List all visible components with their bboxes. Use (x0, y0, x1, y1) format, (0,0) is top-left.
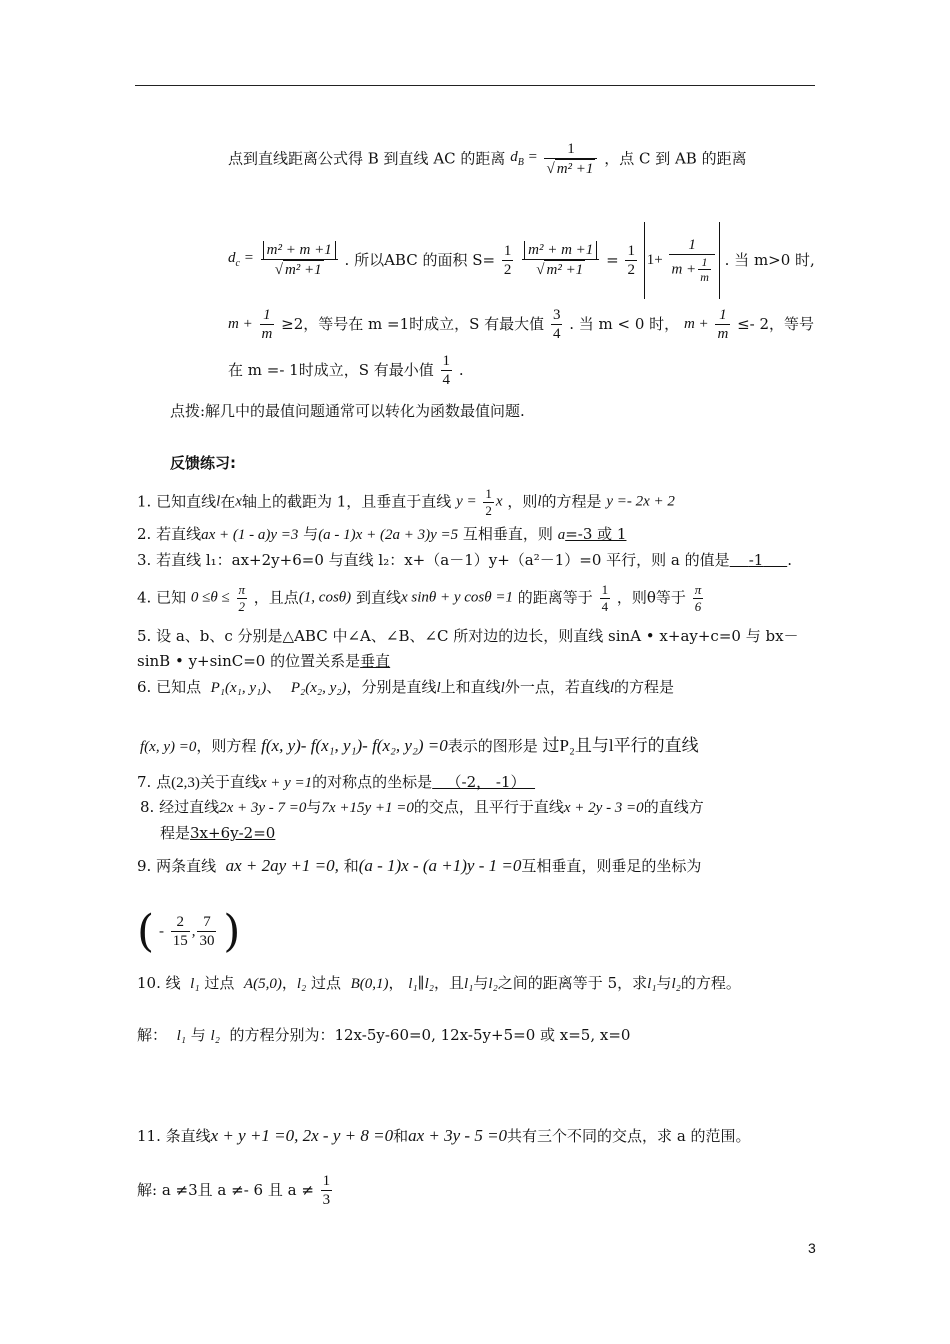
question-5-line-2: sinB • y+sinC=0 的位置关系是垂直 (137, 652, 391, 670)
dB-fraction: $\frac{1}{\text{√ m² +1}}$ (544, 140, 597, 178)
section-heading: 反馈练习: (170, 454, 236, 472)
question-8-line-1: 8. 经过直线2x + 3y - 7 =0与7x +15y +1 =0的交点，且平行于直线x + 2y - 3 =0的直线方 (140, 798, 704, 816)
question-9: 9. 两条直线 ax + 2ay +1 =0, 和(a - 1)x - (a +1)y - 1 =0互相垂直，则垂足的坐标为 (137, 856, 702, 875)
question-9-answer: ( - $\frac{2}{15}$ , $\frac{7}{30}$ ) (137, 906, 241, 957)
question-11: 11. 条直线x + y +1 =0, 2x - y + 8 =0和ax + 3y - 5 =0共有三个不同的交点，求 a 的范围。 (137, 1126, 751, 1145)
question-4: 4. 已知 0 ≤θ ≤ $\frac{\pi}{2}$ ，且点(1, cosθ) 到直线x sinθ + y cosθ =1 的距离等于 $\frac{1}{4}$ ，则θ等于 $\frac{\pi}{6}$ (137, 582, 702, 614)
question-6-line-2: f(x, y) =0，则方程 f(x, y)- f(x₁, y₁)- f(x₂, y₂) =0表示的图形是 过P₂且与l平行的直线 (140, 736, 699, 755)
tip-text: 点拨:解几中的最值问题通常可以转化为函数最值问题. (170, 402, 525, 420)
page-number: 3 (808, 1240, 816, 1256)
question-11-solution: 解: a ≠3且 a ≠- 6 且 a ≠ $\frac{1}{3}$ (137, 1173, 331, 1208)
solution-line-1 (228, 140, 747, 178)
solution-line-2: $d_c$ = $\frac{\text{m² + m +1}}{\text{√ m² +1}}$ . 所以ABC 的面积 S= $\frac{1}{2}$ $\frac{\text{m² + m +1}}{\text{√ m² +1}}$ = $\frac{1}{2}$ 1+ 1 m + $\frac{1}{m}$ . 当 m>0 时, (228, 222, 815, 299)
dc-fraction: $\frac{\text{m² + m +1}}{\text{√ m² +1}}$ (261, 241, 338, 279)
text: 点到直线距离公式得 B 到直线 AC 的距离 (228, 149, 506, 168)
header-rule (135, 85, 815, 86)
question-7: 7. 点(2,3)关于直线x + y =1的对称点的坐标是 （-2， -1） (137, 773, 526, 791)
dB: $d_B$ = (510, 149, 538, 168)
question-10-solution: 解： l₁ 与 l₂ 的方程分别为：12x-5y-60=0, 12x-5y+5=0 或 x=5, x=0 (137, 1026, 631, 1044)
question-3: 3. 若直线 l₁：ax+2y+6=0 与直线 l₂：x+（a－1）y+（a²－1）=0 平行，则 a 的值是 -1 . (137, 551, 792, 569)
question-8-line-2: 程是3x+6y-2=0 (160, 824, 276, 842)
text: ，点 C 到 AB 的距离 (604, 149, 747, 168)
question-6-line-1: 6. 已知点 P₁(x₁, y₁)、 P₂(x₂, y₂)，分别是直线l上和直线l外一点，若直线l的方程是 (137, 678, 675, 696)
question-5-line-1: 5. 设 a、b、c 分别是△ABC 中∠A、∠B、∠C 所对边的边长，则直线 sinA • x+ay+c=0 与 bx－ (137, 627, 799, 645)
abs-bars: 1+ 1 m + $\frac{1}{m}$ (644, 222, 720, 299)
solution-line-4: 在 m =- 1时成立，S 有最小值 $\frac{1}{4}$ . (228, 353, 464, 388)
question-10: 10. 线 l₁ 过点 A(5,0)，l₂ 过点 B(0,1)， l₁∥l₂，且l₁与l₂之间的距离等于 5，求l₁与l₂的方程。 (137, 974, 741, 992)
question-2: 2. 若直线ax + (1 - a)y =3 与(a - 1)x + (2a + 3)y =5 互相垂直，则 a=-3 或 1 (137, 525, 627, 543)
solution-line-3: m + $\frac{1}{m}$ ≥2，等号在 m =1时成立，S 有最大值 $\frac{3}{4}$ . 当 m < 0 时， m + $\frac{1}{m}$ ≤- 2，等号 (228, 307, 815, 342)
question-1: 1. 已知直线l在x轴上的截距为 1，且垂直于直线 y = $\frac{1}{2}$ x ，则l的方程是 y =- 2x + 2 (137, 486, 675, 518)
